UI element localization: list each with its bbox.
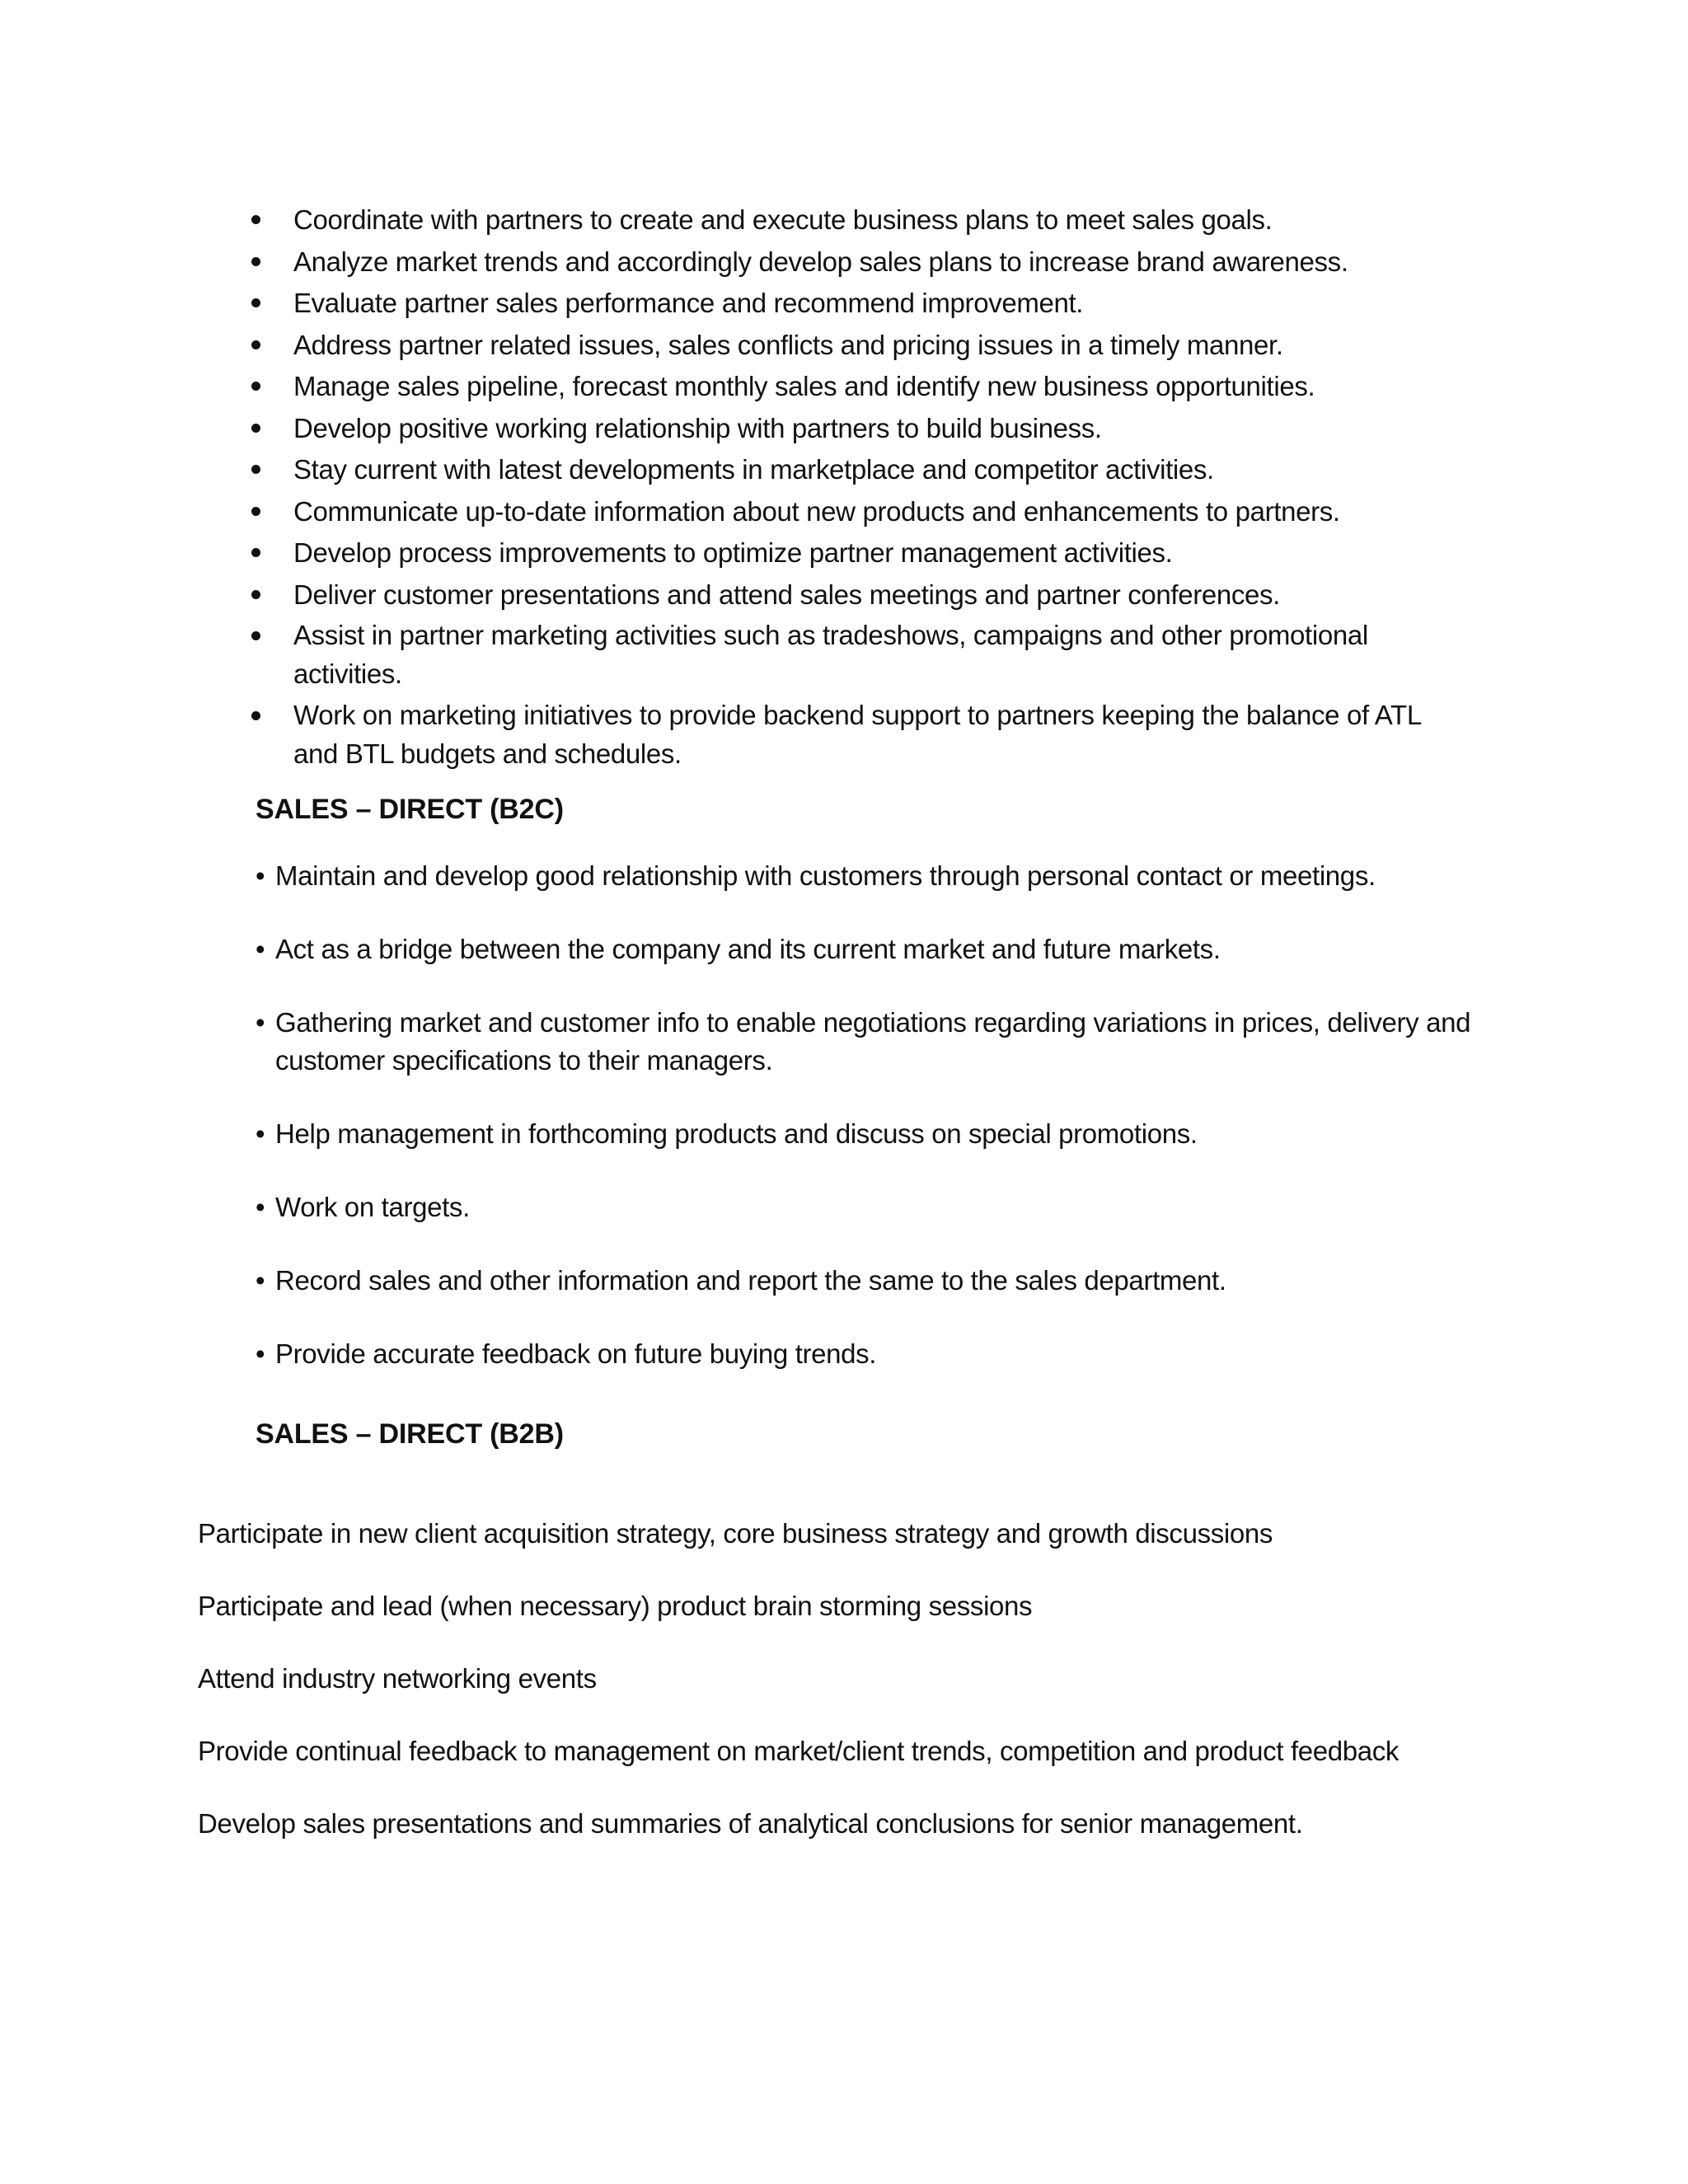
paragraph: Develop sales presentations and summaries of analytical conclusions for senior management. bbox=[198, 1808, 1303, 1839]
bullet-icon bbox=[251, 711, 260, 720]
bullet-icon bbox=[251, 465, 260, 474]
b2c-responsibilities-list bbox=[256, 857, 1492, 1408]
list-item-text: Help management in forthcoming products and discuss on special promotions. bbox=[275, 1118, 1198, 1149]
list-item-text: Deliver customer presentations and attend sales meetings and partner conferences. bbox=[293, 579, 1281, 610]
bullet-icon: • bbox=[256, 1265, 265, 1296]
list-item bbox=[256, 366, 1459, 406]
bullet-icon: • bbox=[256, 1007, 265, 1038]
list-item-text: Develop positive working relationship with partners to build business. bbox=[293, 412, 1102, 443]
paragraph: Participate in new client acquisition strategy, core business strategy and growth discussions bbox=[198, 1518, 1273, 1549]
partner-responsibilities-list bbox=[256, 199, 1459, 776]
section-heading-b2c: SALES – DIRECT (B2C) bbox=[256, 794, 564, 825]
list-item bbox=[256, 930, 1492, 968]
list-item bbox=[256, 1004, 1492, 1080]
list-item bbox=[256, 449, 1459, 490]
bullet-icon bbox=[251, 631, 260, 640]
list-item bbox=[256, 696, 1459, 773]
list-item bbox=[256, 532, 1459, 573]
list-item-text: Work on targets. bbox=[275, 1192, 470, 1222]
list-item-text: Coordinate with partners to create and execute business plans to meet sales goals. bbox=[293, 204, 1273, 235]
bullet-icon bbox=[251, 590, 260, 599]
list-item bbox=[256, 1262, 1492, 1300]
list-item bbox=[256, 491, 1459, 532]
list-item bbox=[256, 408, 1459, 448]
list-item-text: Develop process improvements to optimize partner management activities. bbox=[293, 537, 1173, 568]
list-item bbox=[256, 241, 1459, 282]
bullet-icon bbox=[251, 424, 260, 433]
list-item bbox=[256, 325, 1459, 365]
section-heading-b2b: SALES – DIRECT (B2B) bbox=[256, 1418, 564, 1450]
bullet-icon bbox=[251, 257, 260, 266]
list-item-text: Record sales and other information and report the same to the sales department. bbox=[275, 1265, 1226, 1296]
list-item-text: Stay current with latest developments in marketplace and competitor activities. bbox=[293, 454, 1214, 485]
paragraph: Participate and lead (when necessary) product brain storming sessions bbox=[198, 1591, 1033, 1621]
list-item-text: Work on marketing initiatives to provide backend support to partners keeping the balance of ATL and BTL budgets and schedules. bbox=[293, 700, 1421, 769]
bullet-icon bbox=[251, 382, 260, 391]
list-item bbox=[256, 1335, 1492, 1373]
paragraph: Attend industry networking events bbox=[198, 1663, 597, 1694]
list-item-text: Maintain and develop good relationship with customers through personal contact or meetings. bbox=[275, 860, 1376, 891]
bullet-icon: • bbox=[256, 1192, 265, 1222]
list-item-text: Evaluate partner sales performance and recommend improvement. bbox=[293, 288, 1084, 318]
list-item bbox=[256, 283, 1459, 323]
list-item-text: Act as a bridge between the company and its current market and future markets. bbox=[275, 934, 1221, 964]
b2b-responsibilities bbox=[198, 1515, 1484, 1877]
list-item bbox=[256, 857, 1492, 895]
bullet-icon bbox=[251, 340, 260, 349]
list-item-text: Communicate up-to-date information about new products and enhancements to partners. bbox=[293, 495, 1340, 527]
bullet-icon: • bbox=[256, 934, 265, 964]
list-item-text: Gathering market and customer info to enable negotiations regarding variations in prices, delivery and customer specifications to their managers. bbox=[275, 1007, 1471, 1076]
list-item-text: Manage sales pipeline, forecast monthly sales and identify new business opportunities. bbox=[293, 371, 1315, 401]
bullet-icon bbox=[251, 298, 260, 307]
list-item bbox=[256, 616, 1459, 693]
list-item bbox=[256, 1188, 1492, 1226]
bullet-icon: • bbox=[256, 860, 265, 891]
list-item bbox=[256, 574, 1459, 615]
bullet-icon bbox=[251, 548, 260, 557]
paragraph: Provide continual feedback to management on market/client trends, competition and product feedback bbox=[198, 1736, 1400, 1766]
list-item bbox=[256, 1115, 1492, 1153]
list-item-text: Provide accurate feedback on future buying trends. bbox=[275, 1338, 877, 1369]
list-item-text: Assist in partner marketing activities such as tradeshows, campaigns and other promotional activities. bbox=[293, 620, 1368, 689]
list-item-text: Analyze market trends and accordingly develop sales plans to increase brand awareness. bbox=[293, 246, 1348, 277]
bullet-icon bbox=[251, 215, 260, 224]
bullet-icon bbox=[251, 507, 260, 516]
bullet-icon: • bbox=[256, 1118, 265, 1149]
bullet-icon: • bbox=[256, 1338, 265, 1369]
list-item-text: Address partner related issues, sales conflicts and pricing issues in a timely manner. bbox=[293, 329, 1283, 360]
list-item bbox=[256, 199, 1459, 240]
